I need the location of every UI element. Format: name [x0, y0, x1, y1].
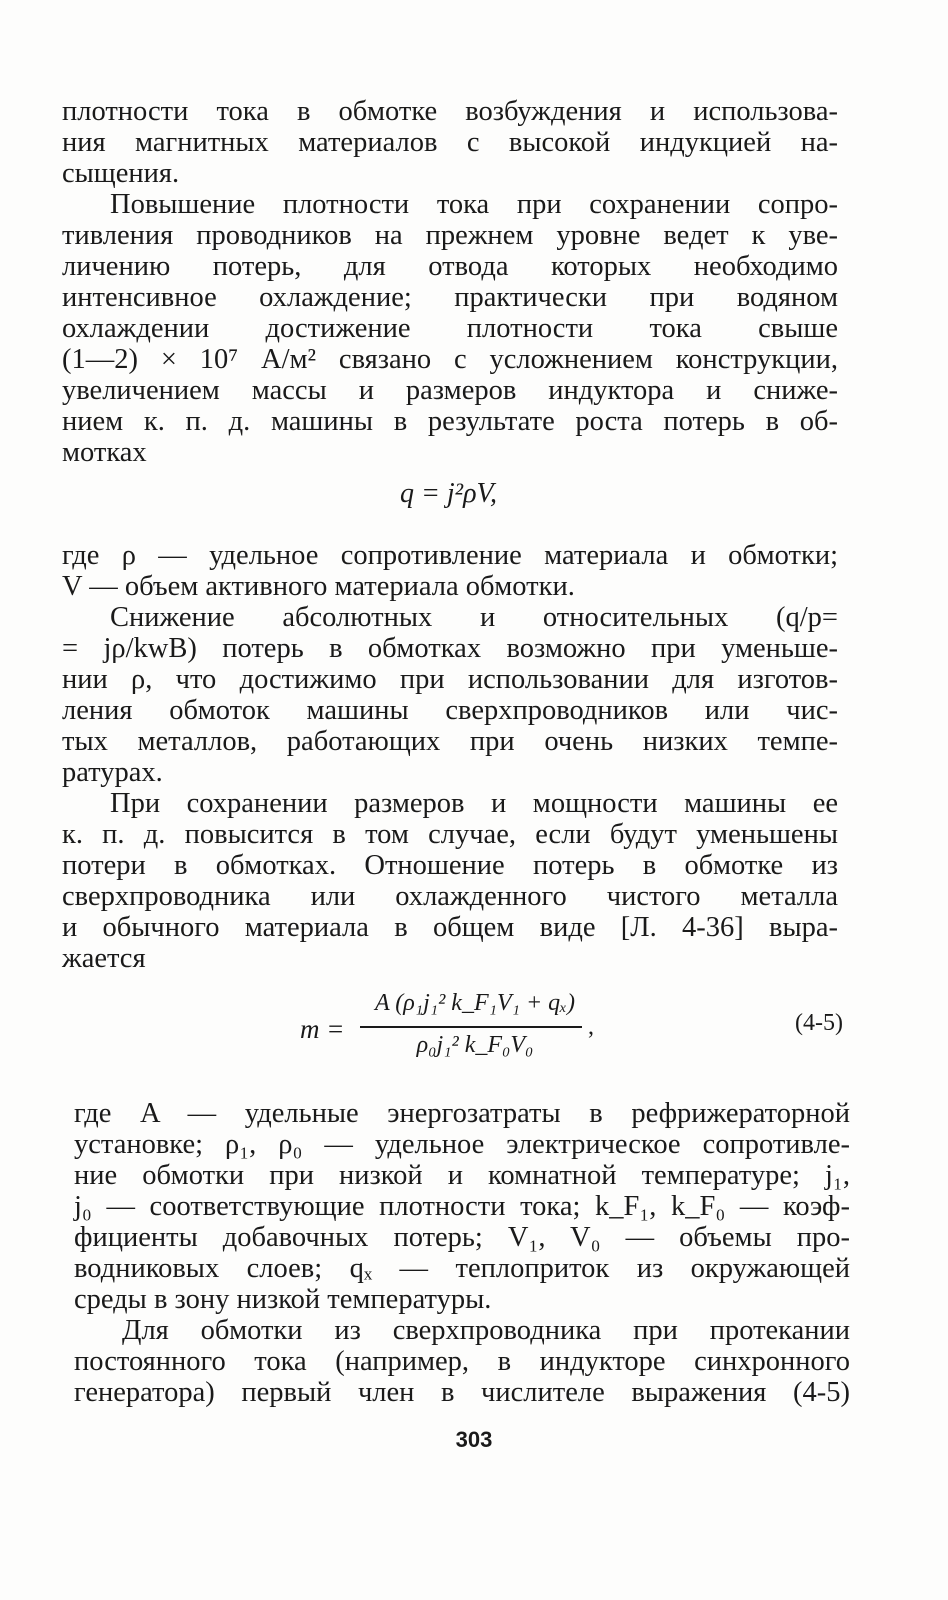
text-line: потери в обмотках. Отношение потерь в обмотке из	[62, 850, 838, 881]
text-line: установке; ρ₁, ρ₀ — удельное электрическое сопротивле-	[74, 1129, 850, 1160]
equation-lhs: m =	[300, 1014, 345, 1044]
text-line: тивления проводников на прежнем уровне ведет к уве-	[62, 220, 838, 251]
text-line: j₀ — соответствующие плотности тока; k_F₁, k_F₀ — коэф-	[74, 1191, 850, 1222]
text-line: жается	[62, 943, 146, 974]
text-line: среды в зону низкой температуры.	[74, 1284, 492, 1315]
text-line: = jρ/kwB) потерь в обмотках возможно при уменьше-	[62, 633, 838, 664]
text-line: Снижение абсолютных и относительных (q/p=	[110, 602, 838, 633]
equation-number: (4-5)	[795, 1010, 843, 1036]
text-line: где ρ — удельное сопротивление материала и обмотки;	[62, 540, 838, 571]
equation-losses: q = j²ρV,	[400, 478, 498, 509]
text-line: сверхпроводника или охлажденного чистого металла	[62, 881, 838, 912]
text-line: интенсивное охлаждение; практически при водяном	[62, 282, 838, 313]
text-line: ратурах.	[62, 757, 163, 788]
fraction-bar	[360, 1026, 582, 1028]
text-line: личению потерь, для отвода которых необходимо	[62, 251, 838, 282]
text-line: сыщения.	[62, 158, 180, 189]
text-line: ния магнитных материалов с высокой индукцией на-	[62, 127, 838, 158]
text-line: нием к. п. д. машины в результате роста потерь в об-	[62, 406, 838, 437]
text-line: При сохранении размеров и мощности машины ее	[110, 788, 838, 819]
text-line: ления обмоток машины сверхпроводников или чис-	[62, 695, 838, 726]
text-line: ние обмотки при низкой и комнатной температуре; j₁,	[74, 1160, 850, 1191]
page-number: 303	[455, 1427, 493, 1452]
text-line: генератора) первый член в числителе выражения (4-5)	[74, 1377, 850, 1408]
equation-4-5	[290, 990, 850, 1070]
text-line: постоянного тока (например, в индукторе синхронного	[74, 1346, 850, 1377]
text-block-3	[74, 1098, 850, 1408]
text-line: Повышение плотности тока при сохранении сопро-	[110, 189, 838, 220]
text-line: тых металлов, работающих при очень низких темпе-	[62, 726, 838, 757]
text-line: водниковых слоев; qₓ — теплоприток из окружающей	[74, 1253, 850, 1284]
text-block-1	[62, 96, 838, 468]
equation-denominator: ρ₀j₁² k_F₀V₀	[416, 1032, 534, 1058]
text-line: где A — удельные энергозатраты в рефрижераторной	[74, 1098, 850, 1129]
text-line: и обычного материала в общем виде [Л. 4-36] выра-	[62, 912, 838, 943]
text-line: мотках	[62, 437, 147, 468]
text-line: (1—2) × 10⁷ А/м² связано с усложнением конструкции,	[62, 344, 838, 375]
equation-numerator: A (ρ₁j₁² k_F₁V₁ + qₓ)	[375, 990, 575, 1016]
text-line: Для обмотки из сверхпроводника при протекании	[122, 1315, 850, 1346]
text-block-2	[62, 540, 838, 974]
equation-comma: ,	[588, 1014, 594, 1040]
text-line: охлаждении достижение плотности тока свыше	[62, 313, 838, 344]
text-line: увеличением массы и размеров индуктора и сниже-	[62, 375, 838, 406]
text-line: V — объем активного материала обмотки.	[62, 571, 575, 602]
text-line: нии ρ, что достижимо при использовании для изготов-	[62, 664, 838, 695]
text-line: к. п. д. повысится в том случае, если будут уменьшены	[62, 819, 838, 850]
text-line: плотности тока в обмотке возбуждения и использова-	[62, 96, 838, 127]
text-line: фициенты добавочных потерь; V₁, V₀ — объемы про-	[74, 1222, 850, 1253]
